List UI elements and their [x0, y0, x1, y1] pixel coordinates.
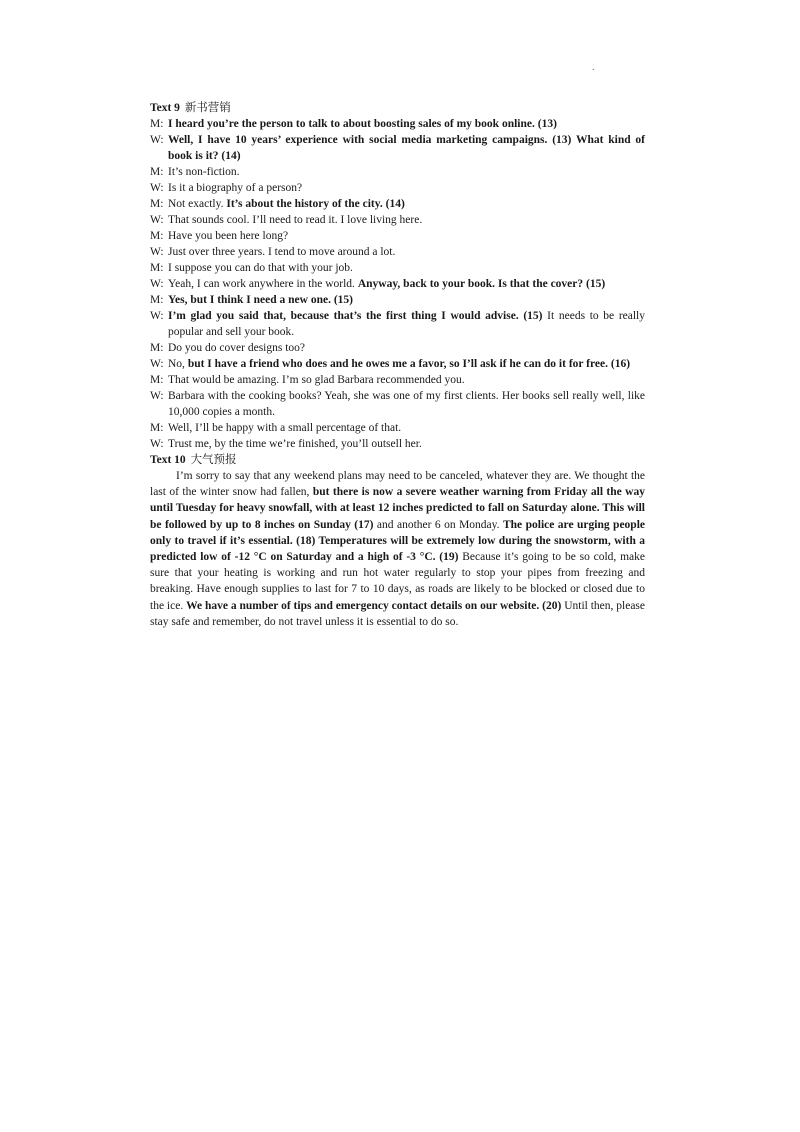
dialogue-line — [150, 340, 645, 356]
dialogue-text: It needs to be really popular and sell your book. — [168, 310, 646, 338]
dialogue-text: Barbara with the cooking books? Yeah, she was one of my first clients. Her books sell really well, like 10,000 copies a month. — [168, 390, 645, 418]
speaker-label: M: — [150, 262, 164, 274]
speaker-label: M: — [150, 166, 164, 178]
dialogue-line — [150, 196, 645, 212]
dialogue-text: Well, I’ll be happy with a small percentage of that. — [168, 422, 402, 434]
text9-heading — [150, 100, 645, 116]
speaker-label: W: — [150, 214, 164, 226]
bold-answer-text: Yes, but I think I need a new one. (15) — [168, 294, 353, 306]
dialogue-line — [150, 132, 645, 164]
dialogue-text: Have you been here long? — [168, 230, 289, 242]
speaker-label: M: — [150, 118, 164, 130]
dialogue-text: Yeah, I can work anywhere in the world. — [168, 278, 358, 290]
text10-chinese-title: 大气预报 — [190, 454, 237, 466]
text10-label: Text 10 — [150, 454, 186, 466]
speaker-label: W: — [150, 358, 164, 370]
dialogue-line — [150, 260, 645, 276]
bold-answer-text: but there is now a severe weather warning from Friday all the way until Tuesday for heavy snowfall, with at least 12 inches predicted to fall on Saturday alone. This will be followed by up to 8 inches on Sunday (17) — [150, 486, 645, 531]
bold-answer-text: We have a number of tips and emergency contact details on our website. (20) — [186, 599, 562, 612]
paragraph-text: Until then, please stay safe and remember, do not travel unless it is essential to do so. — [150, 599, 646, 628]
bold-answer-text: The police are urging people only to travel if it’s essential. (18) Temperatures will be extremely low during the snowstorm, with a predicted low of -12 °C on Saturday and a high of -3 °C. (19) — [150, 518, 646, 564]
text10-paragraph — [150, 468, 645, 630]
dialogue-line — [150, 212, 645, 228]
dialogue-line — [150, 116, 645, 132]
text9-dialogue — [150, 116, 645, 452]
dialogue-text: Trust me, by the time we’re finished, you’ll outsell her. — [168, 438, 422, 450]
speaker-label: W: — [150, 310, 164, 322]
text9-chinese-title: 新书营销 — [184, 102, 231, 114]
dialogue-text: That sounds cool. I’ll need to read it. I love living here. — [168, 214, 423, 226]
dialogue-line — [150, 276, 645, 292]
text10-heading — [150, 452, 645, 468]
dialogue-line — [150, 420, 645, 436]
bold-answer-text: Well, I have 10 years’ experience with social media marketing campaigns. (13) What kind of book is it? (14) — [168, 134, 645, 162]
speaker-label: M: — [150, 198, 164, 210]
speaker-label: W: — [150, 278, 164, 290]
text9-label: Text 9 — [150, 102, 180, 114]
dialogue-text: Do you do cover designs too? — [168, 342, 306, 354]
dialogue-line — [150, 164, 645, 180]
bold-answer-text: I heard you’re the person to talk to about boosting sales of my book online. (13) — [168, 118, 557, 130]
dialogue-text: No, — [168, 358, 188, 370]
speaker-label: W: — [150, 134, 164, 146]
dialogue-line — [150, 228, 645, 244]
dialogue-text: Just over three years. I tend to move around a lot. — [168, 246, 396, 258]
paragraph-text: and another 6 on Monday. — [373, 518, 503, 531]
bold-answer-text: but I have a friend who does and he owes me a favor, so I’ll ask if he can do it for free. (16) — [187, 358, 631, 370]
paragraph-text: I’m sorry to say that any weekend plans may need to be canceled, whatever they are. We thought the last of the winter snow had fallen, — [150, 470, 645, 499]
speaker-label: W: — [150, 390, 164, 402]
dialogue-line — [150, 292, 645, 308]
speaker-label: W: — [150, 182, 164, 194]
dialogue-line — [150, 308, 645, 340]
dialogue-text: That would be amazing. I’m so glad Barbara recommended you. — [168, 374, 465, 386]
stray-mark: . — [592, 62, 595, 73]
dialogue-line — [150, 436, 645, 452]
bold-answer-text: I’m glad you said that, because that’s the first thing I would advise. (15) — [168, 310, 543, 322]
dialogue-line — [150, 244, 645, 260]
dialogue-text: Is it a biography of a person? — [168, 182, 303, 194]
speaker-label: M: — [150, 374, 164, 386]
speaker-label: M: — [150, 342, 164, 354]
dialogue-text: Not exactly. — [168, 198, 227, 210]
dialogue-line — [150, 372, 645, 388]
dialogue-line — [150, 388, 645, 420]
dialogue-line — [150, 180, 645, 196]
speaker-label: W: — [150, 438, 164, 450]
bold-answer-text: Anyway, back to your book. Is that the cover? (15) — [357, 278, 606, 290]
speaker-label: W: — [150, 246, 164, 258]
speaker-label: M: — [150, 422, 164, 434]
paragraph-text: Because it’s going to be so cold, make sure that your heating is working and run hot water regularly to stop your pipes from freezing and breaking. Have enough supplies to last for 7 to 10 days, as roads are likely to be blocked or closed due to the ice. — [150, 551, 645, 612]
speaker-label: M: — [150, 230, 164, 242]
dialogue-line — [150, 356, 645, 372]
speaker-label: M: — [150, 294, 164, 306]
dialogue-text: It’s non-fiction. — [168, 166, 240, 178]
document-page — [150, 100, 645, 630]
dialogue-text: I suppose you can do that with your job. — [168, 262, 353, 274]
bold-answer-text: It’s about the history of the city. (14) — [226, 198, 405, 210]
